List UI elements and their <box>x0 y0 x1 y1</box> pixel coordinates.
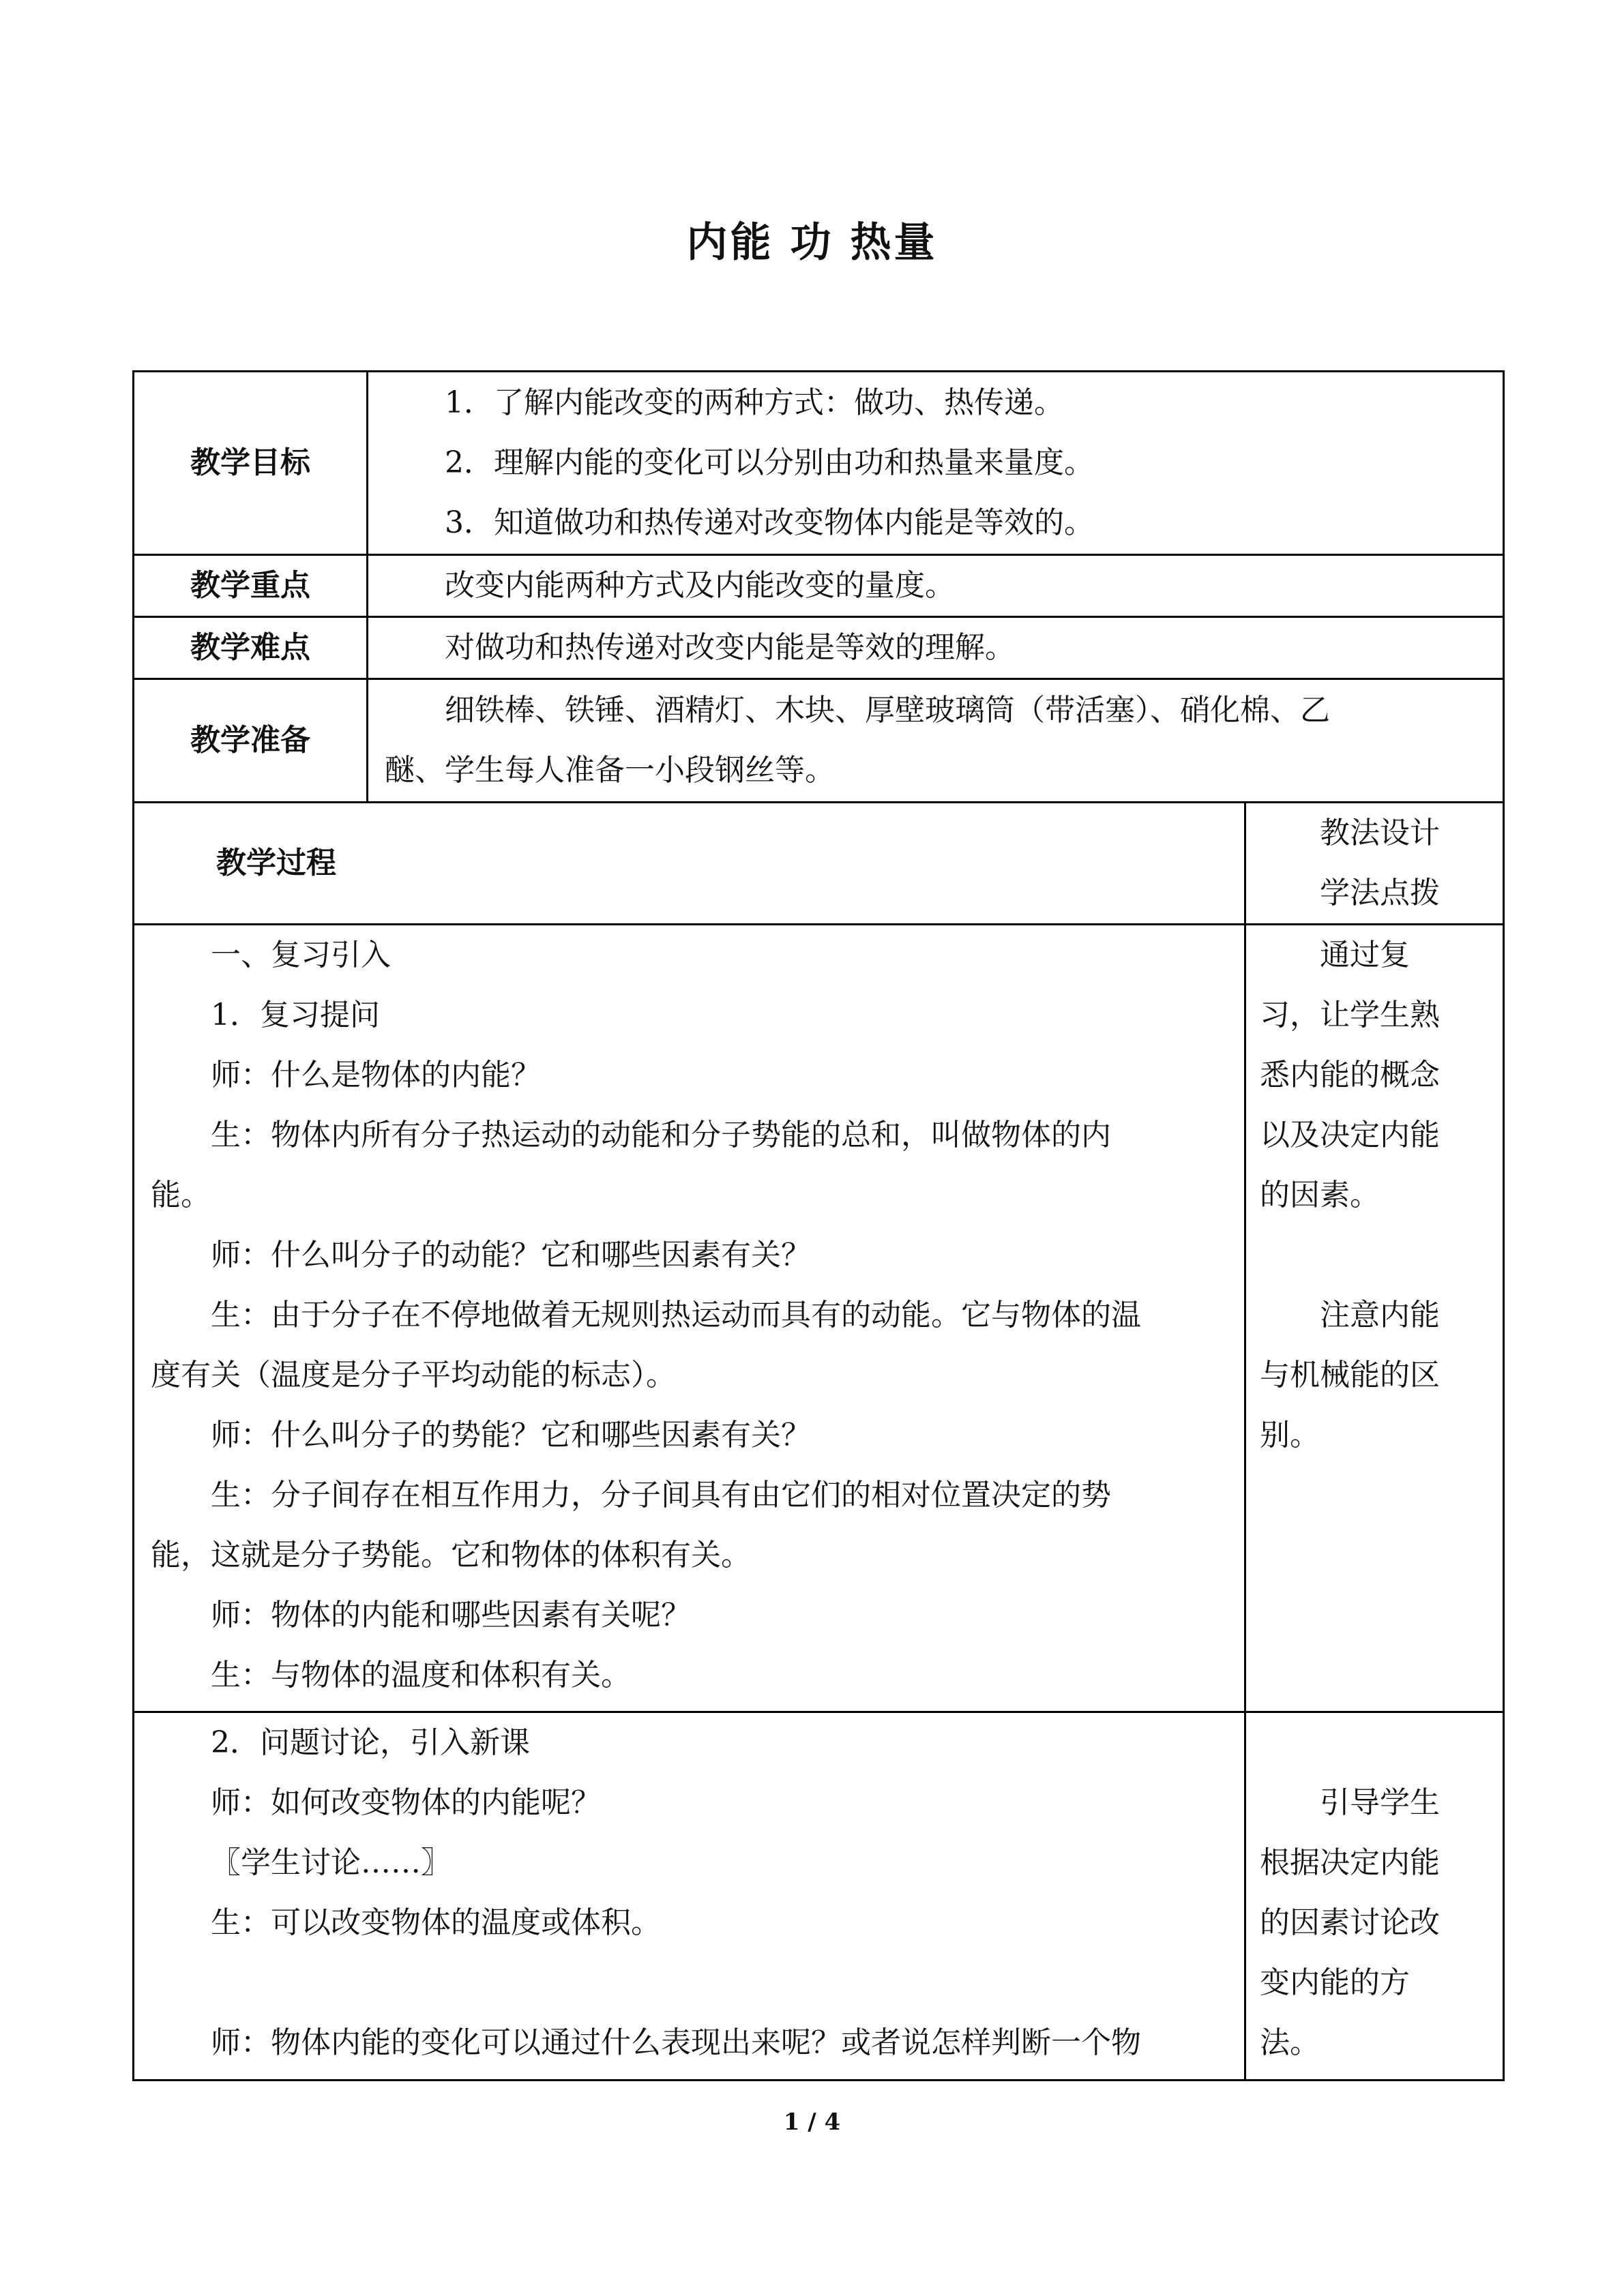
preparation-row <box>134 679 1504 803</box>
text-line: 一、复习引入 <box>211 938 391 972</box>
text-line: 师：物体内能的变化可以通过什么表现出来呢？或者说怎样判断一个物 <box>211 2025 1141 2060</box>
text-line: 能，这就是分子势能。它和物体的体积有关。 <box>151 1538 751 1572</box>
note-line: 法。 <box>1260 2025 1320 2060</box>
text-line: 师：物体的内能和哪些因素有关呢？ <box>211 1598 691 1632</box>
key-point-label: 教学重点 <box>134 555 368 617</box>
objectives-label: 教学目标 <box>134 372 368 555</box>
note-line: 别。 <box>1260 1418 1320 1452</box>
text-line <box>151 1953 1232 2013</box>
note-line: 的因素讨论改 <box>1260 1905 1440 1940</box>
title-word-3: 热量 <box>850 219 938 267</box>
section-2-notes <box>1245 1712 1504 2081</box>
method-header-line-1: 教法设计 <box>1320 816 1440 850</box>
section-1-notes <box>1245 925 1504 1712</box>
key-point-text: 改变内能两种方式及内能改变的量度。 <box>445 568 955 603</box>
text-line: 2．问题讨论，引入新课 <box>211 1725 530 1760</box>
objectives-content <box>368 372 1504 555</box>
key-point-row <box>134 555 1504 617</box>
note-line: 通过复 <box>1320 938 1410 972</box>
note-line: 根据决定内能 <box>1260 1845 1440 1880</box>
text-line: 师：什么是物体的内能？ <box>211 1058 541 1092</box>
difficulty-label: 教学难点 <box>134 617 368 679</box>
title-word-1: 内能 <box>686 219 774 267</box>
text-line: 能。 <box>151 1178 211 1212</box>
text-line: 生：物体内所有分子热运动的动能和分子势能的总和，叫做物体的内 <box>211 1118 1111 1152</box>
note-line: 引导学生 <box>1320 1785 1440 1820</box>
document-title <box>0 210 1624 269</box>
note-line: 悉内能的概念 <box>1260 1058 1440 1092</box>
text-line: 度有关（温度是分子平均动能的标志）。 <box>151 1358 676 1392</box>
page-number: 1 / 4 <box>783 2108 841 2136</box>
preparation-label: 教学准备 <box>134 679 368 803</box>
note-line: 变内能的方 <box>1260 1965 1410 2000</box>
text-line: 师：什么叫分子的势能？它和哪些因素有关？ <box>211 1418 811 1452</box>
note-line: 以及决定内能 <box>1260 1118 1440 1152</box>
method-header <box>1245 803 1504 925</box>
objective-item: 1．了解内能改变的两种方式：做功、热传递。 <box>445 385 1064 420</box>
text-line: 生：分子间存在相互作用力，分子间具有由它们的相对位置决定的势 <box>211 1478 1111 1512</box>
text-line: 生：可以改变物体的温度或体积。 <box>211 1905 661 1940</box>
note-line: 注意内能 <box>1320 1298 1440 1332</box>
objective-item: 2．理解内能的变化可以分别由功和热量来量度。 <box>445 445 1094 480</box>
note-line: 与机械能的区 <box>1260 1358 1440 1392</box>
note-line <box>1260 1225 1494 1285</box>
text-line: 生：由于分子在不停地做着无规则热运动而具有的动能。它与物体的温 <box>211 1298 1141 1332</box>
section-1-row <box>134 925 1504 1712</box>
text-line: 师：如何改变物体的内能呢？ <box>211 1785 601 1820</box>
process-label: 教学过程 <box>134 803 1245 925</box>
text-line: 生：与物体的温度和体积有关。 <box>211 1658 631 1693</box>
preparation-line-1: 细铁棒、铁锤、酒精灯、木块、厚壁玻璃筒（带活塞）、硝化棉、乙 <box>445 693 1330 728</box>
section-1-content <box>134 925 1245 1712</box>
text-line: 1．复习提问 <box>211 998 380 1032</box>
lesson-plan-table <box>132 370 1505 2081</box>
note-line: 习，让学生熟 <box>1260 998 1440 1032</box>
title-word-2: 功 <box>790 219 834 267</box>
method-header-line-2: 学法点拨 <box>1320 876 1440 910</box>
difficulty-row <box>134 617 1504 679</box>
note-line: 的因素。 <box>1260 1178 1380 1212</box>
section-2-row <box>134 1712 1504 2081</box>
preparation-line-2: 醚、学生每人准备一小段钢丝等。 <box>385 753 835 788</box>
note-line <box>1260 1713 1494 1773</box>
text-line: 〖学生讨论……〗 <box>211 1845 451 1880</box>
objectives-row <box>134 372 1504 555</box>
objective-item: 3．知道做功和热传递对改变物体内能是等效的。 <box>445 505 1094 540</box>
process-header-row <box>134 803 1504 925</box>
difficulty-text: 对做功和热传递对改变内能是等效的理解。 <box>445 630 1015 665</box>
text-line: 师：什么叫分子的动能？它和哪些因素有关？ <box>211 1238 811 1272</box>
section-2-content <box>134 1712 1245 2081</box>
